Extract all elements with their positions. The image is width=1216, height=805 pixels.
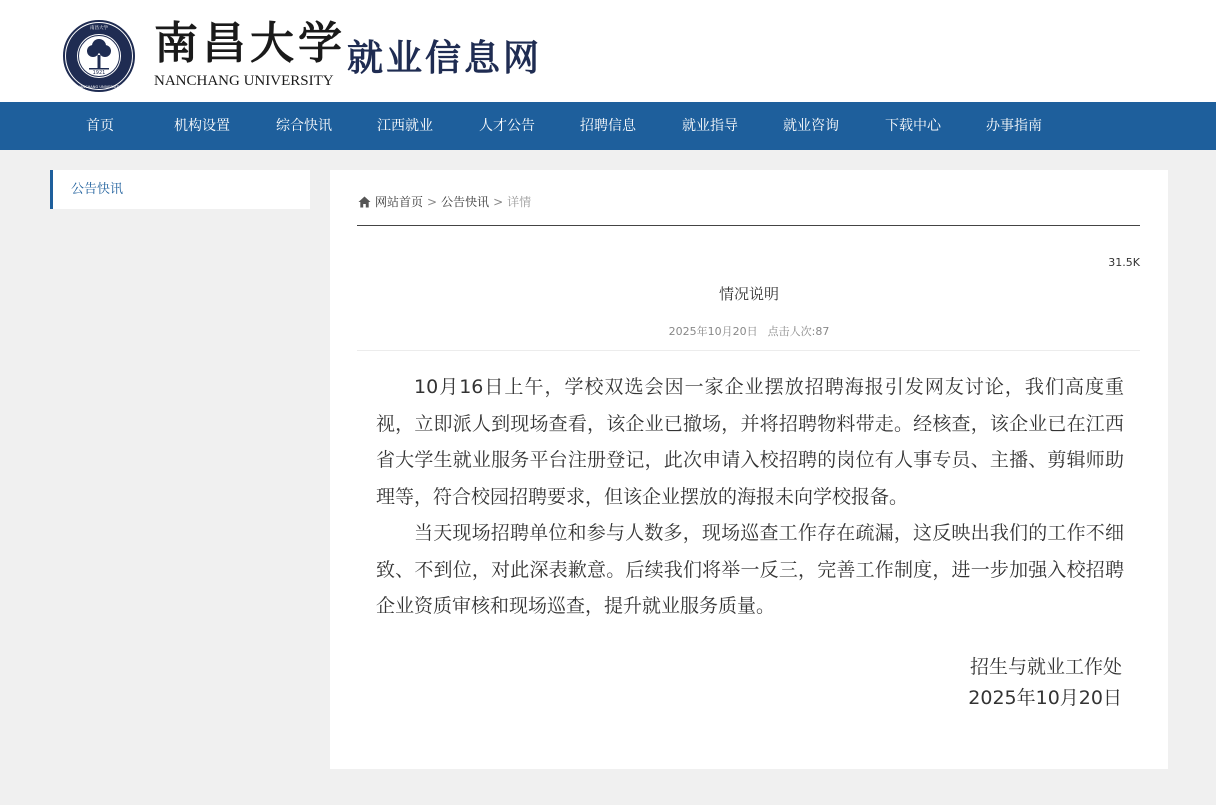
nav-item-talent-notices[interactable]: 人才公告 [479, 118, 535, 134]
signature-date: 2025年10月20日 [968, 687, 1122, 709]
article-signature [968, 652, 1122, 714]
nav-item-recruitment[interactable]: 招聘信息 [580, 118, 636, 134]
nav-item-organization[interactable]: 机构设置 [174, 118, 230, 134]
breadcrumb-divider [357, 225, 1140, 226]
article-body [376, 369, 1124, 625]
nav-item-career-guidance[interactable]: 就业指导 [682, 118, 738, 134]
nav-item-consulting[interactable]: 就业咨询 [783, 118, 839, 134]
breadcrumb-separator: > [427, 195, 438, 209]
sidebar [50, 170, 310, 209]
home-icon [358, 196, 371, 208]
breadcrumb-separator: > [493, 195, 504, 209]
article-meta [330, 325, 1168, 339]
breadcrumb-current: 详情 [507, 195, 532, 209]
meta-divider [357, 350, 1140, 351]
article-paragraph: 10月16日上午，学校双选会因一家企业摆放招聘海报引发网友讨论，我们高度重视，立即派人到现场查看，该企业已撤场，并将招聘物料带走。经核查，该企业已在江西省大学生就业服务平台注册登记，此次申请入校招聘的岗位有人事专员、主播、剪辑师助理等，符合校园招聘要求，但该企业摆放的海报未向学校报备。 [376, 376, 1124, 508]
seal-ring-text-cn: 南昌大学 [90, 26, 108, 31]
seal-ring-text-en: NANCHANG UNIVERSITY [77, 85, 121, 89]
publish-date: 2025年10月20日 [668, 325, 758, 338]
article-panel [330, 170, 1168, 769]
university-seal-logo[interactable] [63, 20, 135, 92]
breadcrumb [358, 192, 531, 212]
article-title: 情况说明 [718, 285, 779, 303]
seal-year-text: 1921 [92, 70, 106, 76]
breadcrumb-home-link[interactable]: 网站首页 [375, 195, 424, 209]
sidebar-item-announcements[interactable]: 公告快讯 [71, 182, 124, 197]
file-size-label: 31.5K [1108, 256, 1140, 269]
university-name-en: NANCHANG UNIVERSITY [154, 73, 334, 89]
nav-item-news[interactable]: 综合快讯 [276, 118, 332, 134]
university-name-cn[interactable]: 南昌大学 [154, 18, 346, 69]
nav-item-service-guide[interactable]: 办事指南 [986, 118, 1042, 134]
nav-item-jiangxi-jobs[interactable]: 江西就业 [377, 118, 433, 134]
nav-item-home[interactable]: 首页 [86, 118, 114, 134]
breadcrumb-section-link[interactable]: 公告快讯 [441, 195, 490, 209]
article-paragraph: 当天现场招聘单位和参与人数多，现场巡查工作存在疏漏，这反映出我们的工作不细致、不到位，对此深表歉意。后续我们将举一反三，完善工作制度，进一步加强入校招聘企业资质审核和现场巡查，提升就业服务质量。 [376, 522, 1124, 617]
site-title[interactable]: 就业信息网 [347, 38, 543, 79]
site-header [0, 0, 1216, 102]
hit-count: 点击人次:87 [767, 325, 830, 338]
signature-org: 招生与就业工作处 [969, 656, 1122, 678]
main-nav [0, 102, 1216, 150]
nav-item-downloads[interactable]: 下载中心 [885, 118, 941, 134]
